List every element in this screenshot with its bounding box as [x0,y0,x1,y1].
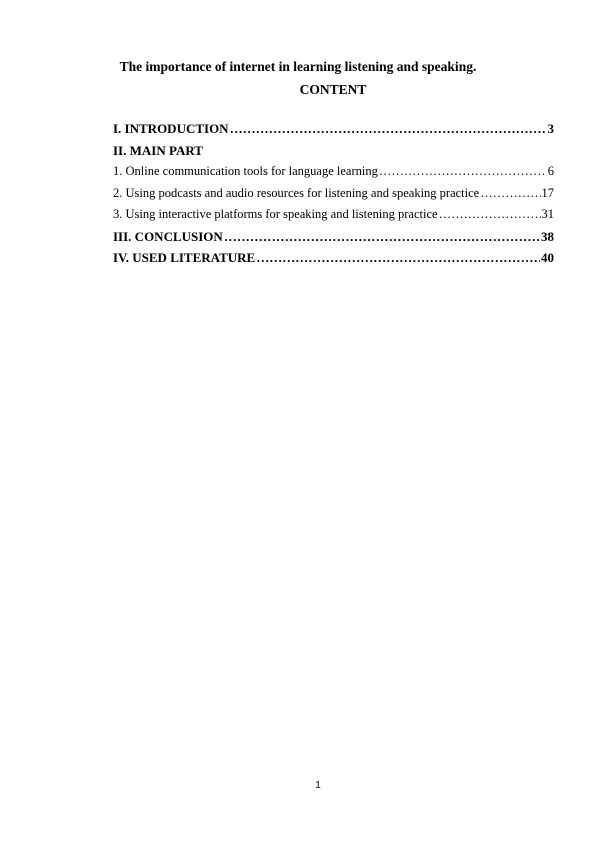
page-number: 1 [315,780,321,791]
toc-entry-page: 40 [541,250,554,265]
toc-dot-leader [230,121,547,137]
toc-entry-label: I. INTRODUCTION [113,121,229,136]
toc-entry-label: III. CONCLUSION [113,228,223,244]
contents-heading: CONTENT [299,82,367,97]
toc-entry-introduction [113,121,554,143]
toc-entry-page: 17 [541,185,554,200]
toc-entry-main-part [113,143,554,165]
toc-entry-online-communication-tools [113,164,554,186]
toc-entry-used-literature [113,250,554,272]
toc-entry-podcasts-audio [113,186,554,208]
toc-entry-interactive-platforms [113,207,554,229]
toc-dot-leader [256,250,540,266]
toc-dot-leader [480,186,540,201]
toc-dot-leader [439,207,541,222]
toc-entry-label: IV. USED LITERATURE [113,250,256,265]
toc-entry-page: 31 [541,207,554,221]
toc-entry-label: 2. Using podcasts and audio resources for listening and speaking practice [113,185,480,200]
toc-dot-leader [379,164,547,179]
table-of-contents [113,121,554,272]
toc-entry-conclusion [113,229,554,251]
toc-entry-page: 6 [547,164,554,178]
toc-entry-label: 3. Using interactive platforms for speaking and listening practice [113,207,438,221]
document-title: The importance of internet in learning listening and speaking. [119,59,477,74]
toc-entry-label: 1. Online communication tools for language learning [113,164,378,178]
toc-entry-page: 38 [541,228,554,244]
toc-entry-page: 3 [547,121,554,136]
toc-dot-leader [224,229,540,245]
toc-entry-label: II. MAIN PART [113,142,203,158]
